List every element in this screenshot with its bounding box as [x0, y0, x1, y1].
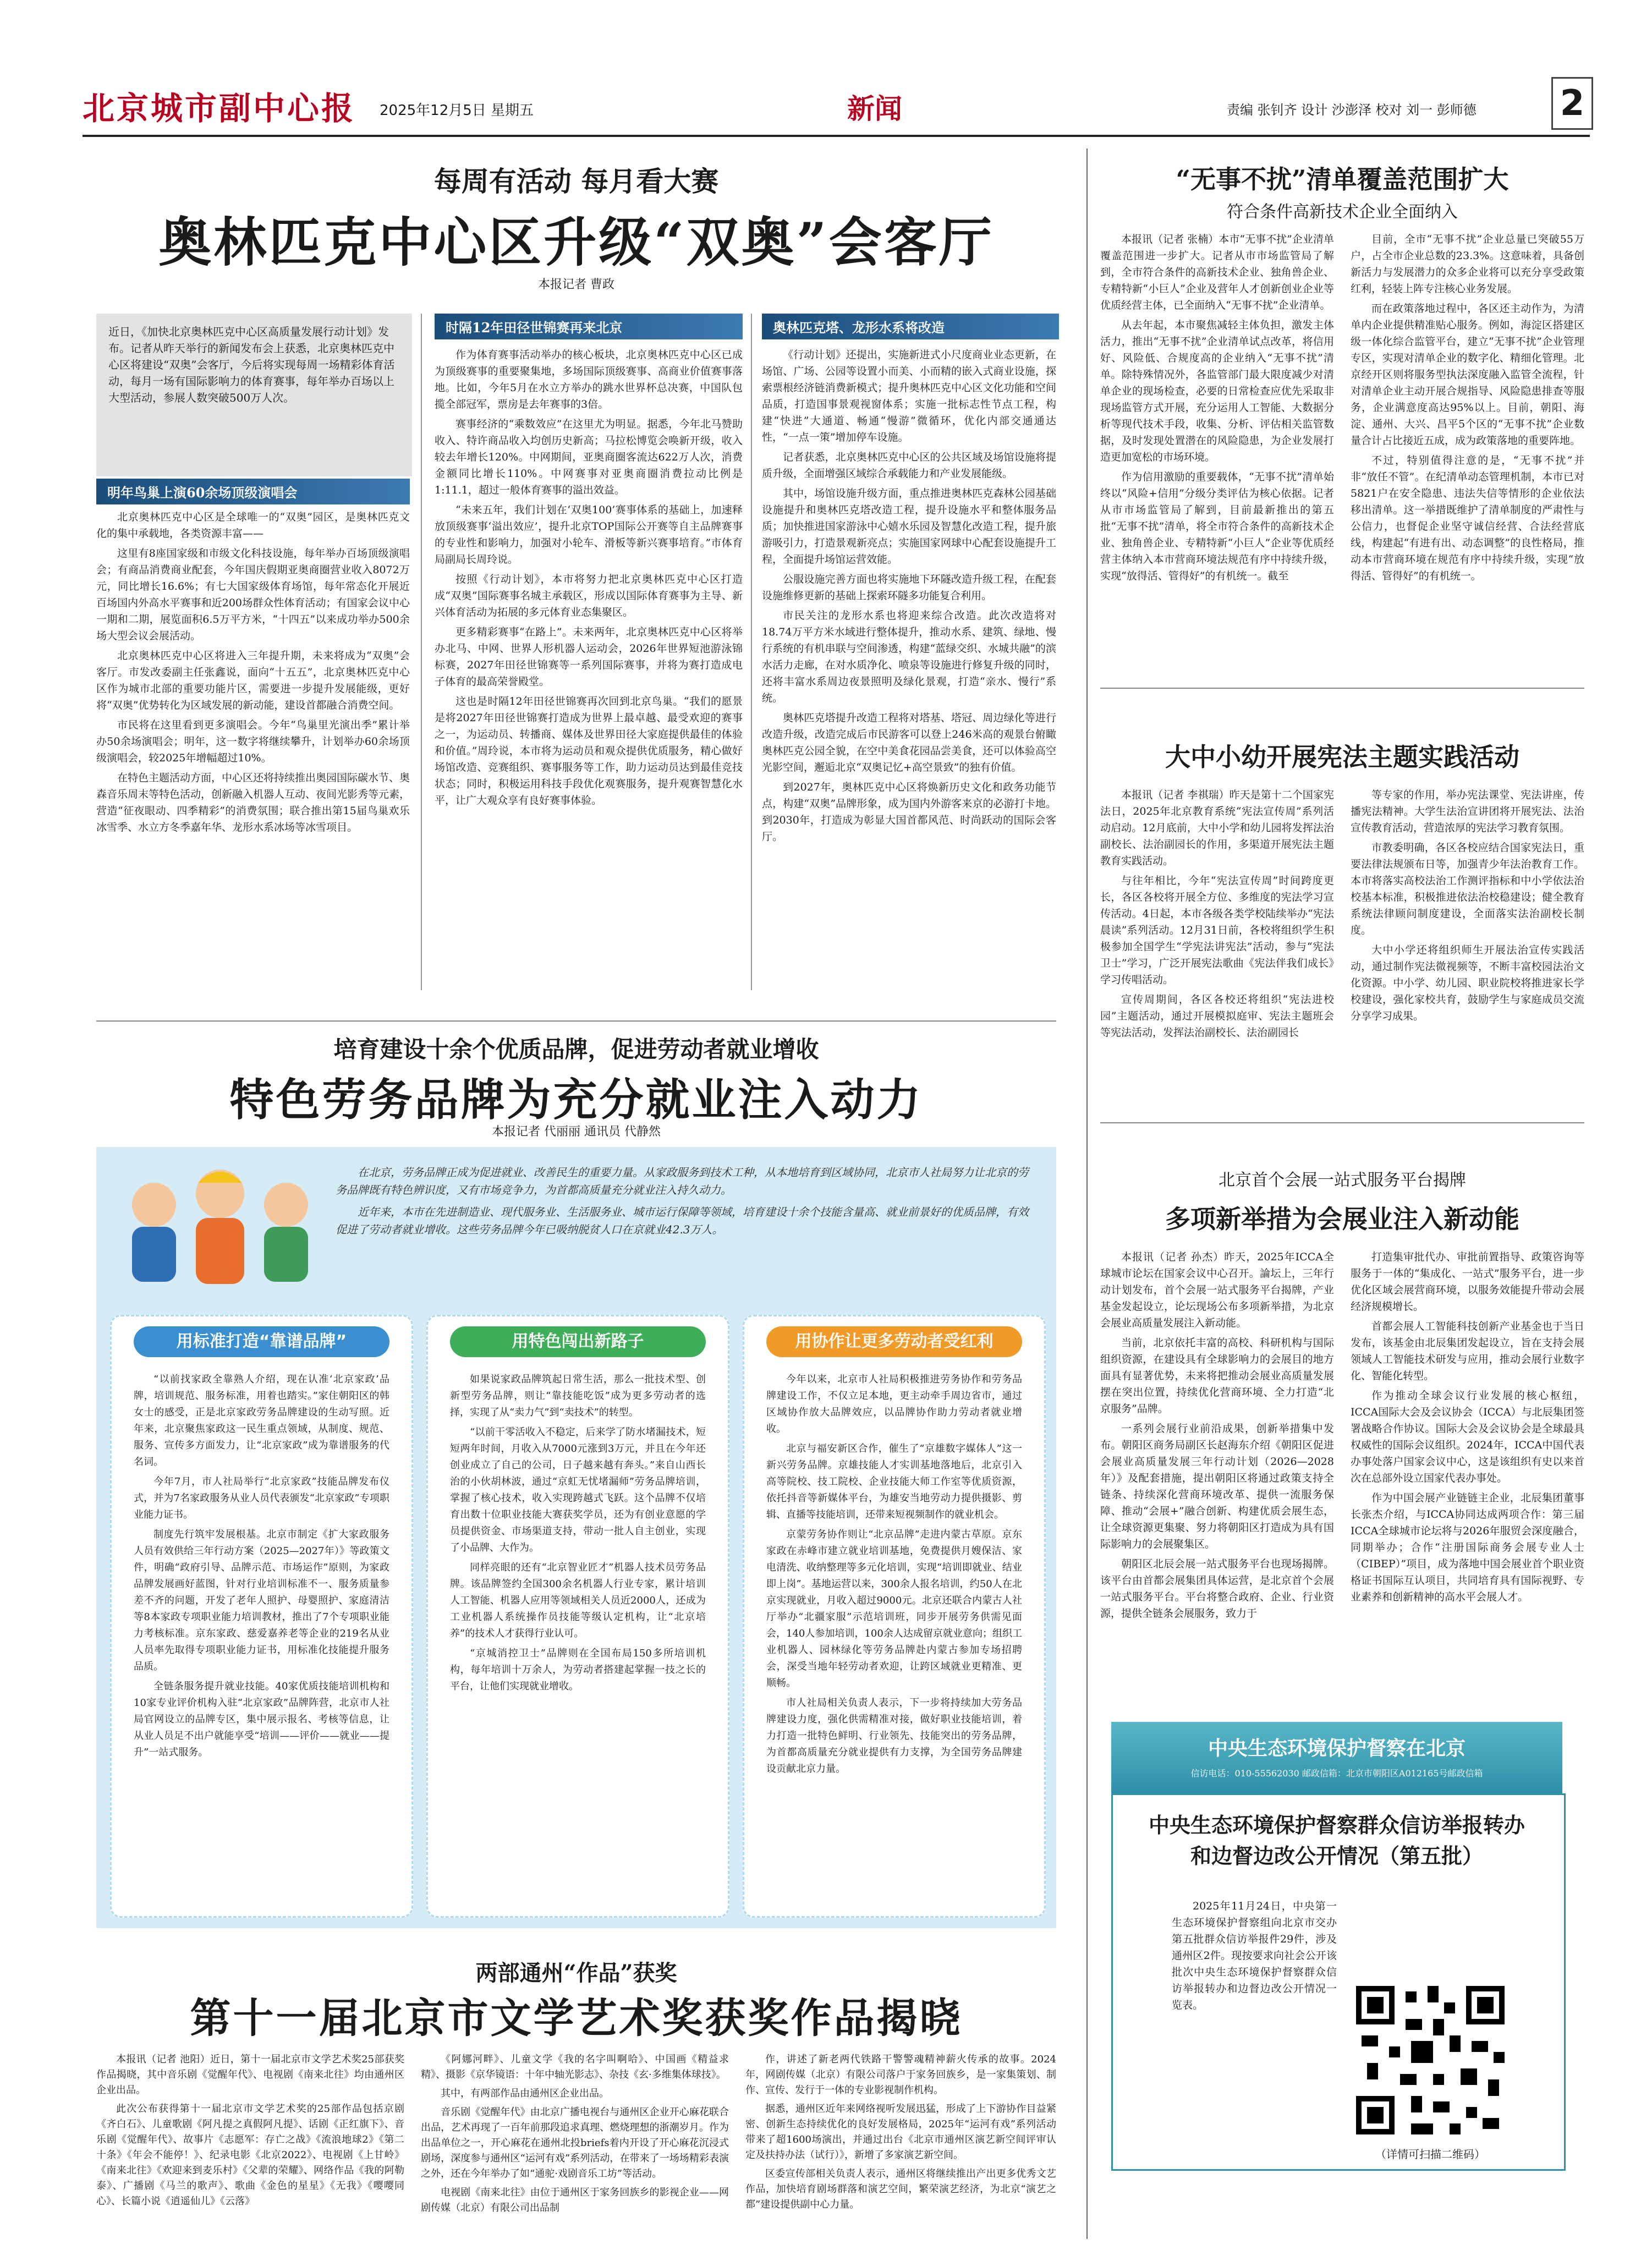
- para: 北京奥林匹克中心区是全球唯一的“双奥”园区，是奥林匹克文化的集中承载地，各类资源丰富——: [96, 511, 410, 540]
- para: 赛事经济的“乘数效应”在这里尤为明显。据悉，今年北马赞助收入、特许商品收入均创历史新高；马拉松博览会唤新开级，收入较去年增长120%。中网期间，亚奥商圈客流达622万人次，消费金额同比增长110%。中网赛事对亚奥商圈消费拉动比例是1:11.1，超过一般体育赛事的溢出效益。: [435, 418, 743, 496]
- para: 此次公布获得第十一届北京市文学艺术奖的25部作品包括京剧《齐白石》、儿童歌剧《阿凡提之真假阿凡提》、话剧《正红旗下》、音乐剧《觉醒年代》、故事片《志愿军：存亡之战》《流浪地球2》《第二十条》《年会不能停！》、纪录电影《北京2022》、电视剧《上甘岭》《南来北往》《欢迎来到麦乐村》《父辈的荣耀》、网络作品《我的阿勒泰》、广播剧《马兰的歌声》、歌曲《金色的星星》《无我》《嘤嘤同心》、长篇小说《逍遥仙儿》《云落》: [96, 2103, 404, 2207]
- wushi-subhead: 符合条件高新技术企业全面纳入: [1227, 202, 1458, 222]
- icca-col-2: [1351, 1249, 1584, 1689]
- top-story-lead: 近日，《加快北京奥林匹克中心区高质量发展行动计划》发布。记者从昨天举行的新闻发布会上获悉，北京奥林匹克中心区将建设“双奥”会客厅，今后将实现每周一场精彩体育活动，每月一场有国际影响力的体育赛事，每年举办百场以上大型活动，参展人数突破500万人次。: [96, 314, 412, 476]
- wushi-col-1: [1100, 231, 1334, 671]
- eco-inspection-banner: [1111, 1722, 1562, 1793]
- card-body: [450, 1371, 706, 1905]
- para: 今年7月，市人社局举行“北京家政”技能品牌发布仪式，并为7名家政服务从业人员代表颁发“北京家政”专项职业能力证书。: [134, 1476, 389, 1521]
- para: 作为体育赛事活动举办的核心板块，北京奥林匹克中心区已成为顶级赛事的重要聚集地，多场国际顶级赛事、高商业价值赛事落地。比如，今年5月在水立方举办的跳水世界杯总决赛，中国队包揽全部冠军，票房是去年赛事的3倍。: [435, 349, 743, 410]
- labor-intro-para-2: 近年来，本市在先进制造业、现代服务业、生活服务业、城市运行保障等领域，培育建设十余个技能含量高、就业前景好的优质品牌，有效促进了劳动者就业增收。这些劳务品牌今年已吸纳脱贫人口在京就业42.3万人。: [336, 1205, 1029, 1236]
- eco-notice-body: 2025年11月24日，中央第一生态环境保护督察组向北京市交办第五批群众信访举报件29件，涉及通州区2件。现按要求向社会公开该批次中央生态环境保护督察群众信访举报转办和边督边改公开情况一览表。: [1172, 1900, 1337, 2011]
- top-story-headline: 奥林匹克中心区升级“双奥”会客厅: [158, 211, 994, 273]
- literary-col-2: [421, 2052, 729, 2233]
- card-title: 用特色闯出新路子: [450, 1326, 706, 1357]
- labor-card-feature: [426, 1315, 729, 1918]
- icca-headline: 多项新举措为会展业注入新动能: [1165, 1204, 1519, 1234]
- para: 市教委明确，各区各校应结合国家宪法日，重要法律法规颁布日等，加强青少年法治教育工作。本市将落实高校法治工作测评指标和中小学依法治校基本标准，积极推进依法治校稳建设；健全教育系统法律顾问制度建设，全面落实法治副校长制度。: [1351, 842, 1584, 936]
- para: 当前，北京依托丰富的高校、科研机构与国际组织资源，在建设具有全球影响力的会展目的地方面具有显著优势，未来将把推动会展业高质量发展摆在突出位置，持续优化营商环境、全力打造“北京服务”品牌。: [1100, 1337, 1334, 1415]
- card-title: 用标准打造“靠谱品牌”: [134, 1326, 389, 1357]
- para: 市民关注的龙形水系也将迎来综合改造。此次改造将对18.74万平方米水域进行整体提升，推动水系、建筑、绿地、慢行系统的有机串联与空间渗透，构建“蓝绿交织、水城共融”的滨水活力走廊，在对水质净化、喷泉等设施进行修复升级的同时，还将丰富水系周边夜景照明及绿化景观，打造“亲水、慢行”系统。: [762, 610, 1056, 704]
- literary-col-3: [745, 2052, 1056, 2233]
- literary-col-1: [96, 2052, 404, 2233]
- para: 而在政策落地过程中，各区还主动作为，为清单内企业提供精准贴心服务。例如，海淀区搭建区级一体化综合监管平台，建立“无事不扰”企业管理专区，实现对清单企业的数字化、精细化管理。北京经开区则将服务型执法深度融入监管全流程，针对清单企业主动开展合规指导、风险隐患排查等服务，企业满意度高达95%以上。目前，朝阳、海淀、通州、大兴、昌平5个区的“无事不扰”企业数量合计占比接近五成，成为政策落地的重要阵地。: [1351, 303, 1584, 447]
- newspaper-masthead: 北京城市副中心报: [83, 90, 356, 127]
- para: 区委宣传部相关负责人表示，通州区将继续推出产出更多优秀文艺作品，加快培育剧场群落和演艺空间，繁荣演艺经济，为北京“演艺之都”建设提供副中心力量。: [745, 2168, 1056, 2210]
- para: 等专家的作用，举办宪法课堂、宪法讲座，传播宪法精神。大学生法治宣讲团将开展宪法、法治宣传教育活动，营造浓厚的宪法学习教育氛围。: [1351, 789, 1584, 834]
- para: 到2027年，奥林匹克中心区将焕新历史文化和政务功能节点，构建“双奥”品牌形象，成为国内外游客来京的必游打卡地。到2030年，打造成为彰显大国首都风范、时尚跃动的国际会客厅。: [762, 781, 1056, 843]
- section-rule: [1100, 688, 1584, 689]
- para: 这里有8座国家级和市级文化科技设施，每年举办百场顶级演唱会；有商品消费商业配套，今年国庆假期亚奥商圈营业收入8072万元，同比增长16.6%；有七大国家级体育场馆，每年常态化开展近百场国内外高水平赛事和近200场群众性体育活动；有国家会议中心一期和二期，展览面积6.5万平方米，“十四五”以来成功举办500余场大型会议会展活动。: [96, 547, 410, 642]
- para: 北京与福安新区合作，催生了“京雄数字媒体人”这一新兴劳务品牌。京雄技能人才实训基地落地后，北京引入高等院校、技工院校、企业技能大师工作室等优质资源，依托抖音等新媒体平台，为雄安当地劳动力提供摄影、剪辑、直播等技能培训，还带来短视频制作的就业机会。: [766, 1443, 1022, 1521]
- para: 这也是时隔12年田径世锦赛再次回到北京鸟巢。“我们的愿景是将2027年田径世锦赛打造成为世界上最卓越、最受欢迎的赛事之一，为运动员、转播商、媒体及世界田径大家庭提供最佳的体验和价值。”周玲说，本市将为运动员和观众提供优质服务，精心做好场馆改造、竞赛组织、赛事服务等工作，助力运动员达到最佳竞技状态；同时，积极运用科技手段优化观赛服务，提升观赛智慧化水平，让广大观众享有良好赛事体验。: [435, 695, 743, 806]
- page-number: 2: [1551, 77, 1593, 130]
- icca-kicker: 北京首个会展一站式服务平台揭牌: [1219, 1171, 1466, 1190]
- eco-banner-title: 中央生态环境保护督察在北京: [1208, 1737, 1466, 1760]
- top-story-col-2: [435, 347, 743, 985]
- para: 在特色主题活动方面，中心区还将持续推出奥园国际碳水节、奥森音乐周末等特色活动，创新融入机器人互动、夜间光影秀等元素，营造“征夜眼动、四季精彩”的消费氛围；联合推出第15届鸟巢欢乐冰雪季、水立方冬季嘉年华、龙形水系冰场等冰雪项目。: [96, 772, 410, 833]
- para: 与往年相比，今年“宪法宣传周”时间跨度更长，各区各校将开展全方位、多维度的宪法学习宣传活动。4日起，本市各级各类学校陆续举办“宪法晨读”系列活动。12月31日前，各校将组织学生积极参加全国学生“学宪法讲宪法”活动，参与“宪法卫士”学习，广泛开展宪法歌曲《宪法伴我们成长》学习传唱活动。: [1100, 875, 1334, 986]
- labor-byline: 本报记者 代丽丽 通讯员 代静然: [492, 1125, 661, 1139]
- icca-col-1: [1100, 1249, 1334, 1689]
- section-title: 新闻: [847, 92, 902, 125]
- para: 北京奥林匹克中心区将进入三年提升期，未来将成为“双奥”会客厅。市发改委副主任张鑫说，面向“十五五”，北京奥林匹克中心区作为城市北部的重要功能片区，需要进一步提升发展能级，更好将“双奥”优势转化为区域发展的新动能，建设首都融合消费空间。: [96, 650, 410, 711]
- para: 本报讯（记者 张楠）本市“无事不扰”企业清单覆盖范围进一步扩大。记者从市市场监管局了解到，全市符合条件的高新技术企业、独角兽企业、专精特新“小巨人”企业及营年人才创新创业企业等优质经营主体，已全面纳入“无事不扰”企业清单。: [1100, 233, 1334, 311]
- card-body: [134, 1371, 389, 1905]
- para: “以前干零活收入不稳定，后来学了防水堵漏技术，短短两年时间，月收入从7000元涨到3万元，并且在今年还创业成立了自己的公司，日子越来越有奔头。”来自山西长治的小伙胡林波，通过“京虹无忧堵漏师”劳务品牌培训，掌握了核心技术，收入实现跨越式飞跃。这个品牌不仅培育出数十位职业技能大赛获奖学员，还为有创业意愿的学员提供资金、市场渠道支持，带动一批人自主创业，实现了小品牌、大作为。: [450, 1426, 706, 1554]
- para: 作为中国会展产业链链主企业，北辰集团董事长张杰介绍，与ICCA协同达成两项合作：第三届ICCA全球城市论坛将与2026年服贸会深度融合，同期举办；合作“注册国际商务会展专业人士（CIBEP）”项目，成为落地中国会展业首个职业资格证书国际互认项目，共同培育具有国际视野、专业素养和创新精神的高水平会展人才。: [1351, 1492, 1584, 1603]
- para: 从去年起，本市聚焦减轻主体负担，激发主体活力，推出“无事不扰”企业清单试点改革，将信用好、风险低、合规度高的企业纳入“无事不扰”清单。除特殊情况外，各监管部门最大限度减少对清单企业的现场检查，必要的日常检查应优先采取非现场监管方式开展，充分运用人工智能、大数据分析等现代技术手段，收集、分析、评估相关监管数据，及时发现处置潜在的风险隐患，为企业发展打造更加宽松的市场环境。: [1100, 319, 1334, 463]
- wushi-headline: “无事不扰”清单覆盖范围扩大: [1176, 164, 1509, 194]
- labor-headline: 特色劳务品牌为充分就业注入动力: [229, 1074, 923, 1126]
- top-story-byline: 本报记者 曹政: [538, 278, 614, 292]
- para: 《行动计划》还提出，实施新进式小尺度商业业态更新，在场馆、广场、公园等设置小而美、小而精的嵌入式商业设施，探索票根经济链消费新模式；提升奥林匹克中心区文化功能和空间品质，打造国事景观视窗体系；实施一批标志性节点工程，构建“快进”大通道、畅通“慢游”微循环，优化内部交通通达性，“一点一策”增加停车设施。: [762, 349, 1056, 443]
- literary-kicker: 两部通州“作品”获奖: [475, 1960, 677, 1986]
- qr-caption: （详情可扫描二维码）: [1375, 2148, 1485, 2161]
- para: 按照《行动计划》，本市将努力把北京奥林匹克中心区打造成“双奥”国际赛事名城主承载区，形成以国际体育赛事为主导、新兴体育活动为拓展的多元体育业态集聚区。: [435, 573, 743, 618]
- masthead-rule: [83, 135, 1590, 137]
- para: 大中小学还将组织师生开展法治宣传实践活动，通过制作宪法微视频等，不断丰富校园法治文化资源。中小学、幼儿园、职业院校将推进家长学校建设，强化家校共育，鼓励学生与家庭成员交流分享学习成果。: [1351, 944, 1584, 1022]
- para: “未来五年，我们计划在‘双奥100’赛事体系的基础上，加速释放顶级赛事‘溢出效应’，提升北京TOP国际公开赛等自主品牌赛事的专业性和影响力，加强对小轮车、滑板等新兴赛事培育。”市体育局副局长周玲说。: [435, 504, 743, 566]
- para: 京蒙劳务协作则让“北京品牌”走进内蒙古草原。京东家政在赤峰市建立就业培训基地，免费提供月嫂保洁、家电清洗、收纳整理等多元化培训，实现“培训即就业、结业即上岗”。基地运营以来，300余人报名培训，约50人在北京实现就业，月收入超过9000元。北京还联合内蒙古人社厅举办“北疆家服”示范培训班，同步开展劳务供需见面会，140人参加培训，100余人达成留京就业意向；组织工业机器人、园林绿化等劳务品牌赴内蒙古参加专场招聘会，深受当地年轻劳动者欢迎，让跨区域就业更精准、更顺畅。: [766, 1529, 1022, 1689]
- para: 目前，全市“无事不扰”企业总量已突破55万户，占全市企业总数的23.3%。这意味着，具备创新活力与发展潜力的众多企业将可以充分享受政策红利，轻装上阵专注核心业务发展。: [1351, 233, 1584, 295]
- qr-code-icon: [1351, 1980, 1510, 2140]
- para: 朝阳区北辰会展一站式服务平台也现场揭牌。该平台由首都会展集团具体运营，是北京首个会展一站式服务平台。平台将整合政府、企业、行业资源，提供全链条会展服务，致力于: [1100, 1558, 1334, 1620]
- literary-headline: 第十一届北京市文学艺术奖获奖作品揭晓: [190, 1995, 963, 2042]
- xianfa-col-2: [1351, 787, 1584, 1106]
- para: 更多精彩赛事“在路上”。未来两年，北京奥林匹克中心区将举办北马、中网、世界人形机器人运动会，2026年世界短池游泳锦标赛，2027年田径世锦赛等一系列国际赛事，并将为赛打造成电子体育的最高荣誉殿堂。: [435, 626, 743, 688]
- para: 音乐剧《觉醒年代》由北京广播电视台与通州区企业开心麻花联合出品，艺术再现了一百年前那段追求真理、燃烧理想的浙潮岁月。作为出品单位之一，开心麻花在通州北投briefs着内开设了开心麻花沉浸式剧场，深度参与通州区“运河有戏”系列活动，在带来了一场场精彩表演之外，还在今年举办了如“通驼·戏剧音乐工坊”等活动。: [421, 2106, 729, 2180]
- para: 其中，场馆设施升级方面，重点推进奥林匹克森林公园基础设施提升和奥林匹克塔改造工程，提升设施水平和整体服务品质；加快推进国家游泳中心嬉水乐园及智慧化改造工程，提升旅游吸引力，打造景观新亮点；实施国家网球中心配套设施提升工程，全面提升场馆运营效能。: [762, 487, 1056, 566]
- para: “以前找家政全靠熟人介绍，现在认准‘北京家政’品牌，培训规范、服务标准，用着也踏实。”家住朝阳区的韩女士的感受，正是北京家政劳务品牌建设的生动写照。近年来，北京聚焦家政这一民生重点领域，从制度、规范、服务、宣传多方面发力，让“北京家政”成为靠谱服务的代名词。: [134, 1374, 389, 1468]
- issue-date: 2025年12月5日 星期五: [380, 102, 534, 119]
- para: 打造集审批代办、审批前置指导、政策咨询等服务于一体的“集成化、一站式”服务平台，进一步优化区域会展营商环境，以服务效能提升带动会展经济规模增长。: [1351, 1251, 1584, 1313]
- para: 制度先行筑牢发展根基。北京市制定《扩大家政服务人员有效供给三年行动方案（2025—2027年）》等政策文件，明确“政府引导、品牌示范、市场运作”原则，为家政品牌发展画好蓝图，针对行业培训标准不一、服务质量参差不齐的问题，开发了老年人照护、母婴照护、家庭清洁等8本家政专项职业能力培训教材，推出了7个专项职业能力考核标准。京东家政、慈爱嘉养老等企业的219名从业人员率先取得专项职业能力证书，用标准化技能提升服务品质。: [134, 1529, 389, 1672]
- workers-illustration: [116, 1161, 325, 1287]
- editor-credits: 责编 张钊齐 设计 沙澎泽 校对 刘一 彭师德: [1227, 102, 1477, 118]
- top-story-subhead-2: 时隔12年田径世锦赛再来北京: [435, 314, 743, 339]
- wushi-col-2: [1351, 231, 1584, 671]
- eco-notice-headline: 中央生态环境保护督察群众信访举报转办和边督边改公开情况（第五批）: [1148, 1813, 1525, 1868]
- xianfa-headline: 大中小幼开展宪法主题实践活动: [1165, 742, 1519, 772]
- labor-card-standard: [110, 1315, 413, 1918]
- eco-banner-contact: 信访电话：010-55562030 邮政信箱：北京市朝阳区A012165号邮政信箱: [1190, 1768, 1483, 1779]
- para: 作为推动全球会议行业发展的核心枢纽，ICCA国际大会及会议协会（ICCA）与北辰集团签署战略合作协议。国际大会及会议协会是全球最具权威性的国际会议组织。2024年，ICCA中国代表办事处落户国家会议中心，这是该组织有史以来首次在总部外设立国家代表办事处。: [1351, 1390, 1584, 1484]
- para: 宣传周期间，各区各校还将组织“宪法进校园”主题活动，通过开展模拟庭审、宪法主题班会等宪法活动，发挥法治副校长、法治副园长: [1100, 994, 1334, 1039]
- card-title: 用协作让更多劳动者受红利: [766, 1326, 1022, 1357]
- para: “京城消控卫士”品牌则在全国布局150多所培训机构，每年培训十万余人，为劳动者搭建起掌握一技之长的平台，让他们实现就业增收。: [450, 1648, 706, 1692]
- para: 首都会展人工智能科技创新产业基金也于当日发布，该基金由北辰集团发起设立，旨在支持会展领域人工智能技术研发与应用，推动会展行业数字化、智能化转型。: [1351, 1320, 1584, 1382]
- para: 奥林匹克塔提升改造工程将对塔基、塔冠、周边绿化等进行改造升级，改造完成后市民游客可以登上246米高的观景台俯瞰奥林匹克公园全貌，在空中美食花园品尝美食，还可以体验高空光影空间，邂逅北京“双奥记忆+高空景致”的独有价值。: [762, 712, 1056, 773]
- top-story-subhead-3: 奥林匹克塔、龙形水系将改造: [762, 314, 1059, 339]
- labor-intro: [336, 1164, 1034, 1238]
- para: 市人社局相关负责人表示，下一步将持续加大劳务品牌建设力度，强化供需精准对接，做好职业技能培训，着力打造一批特色鲜明、行业领先、技能突出的劳务品牌，为首都高质量充分就业提供有力支撑，为全国劳务品牌建设贡献北京力量。: [766, 1697, 1022, 1775]
- para: 作，讲述了新老两代铁路干警警魂精神薪火传承的故事。2024年，网剧传媒（北京）有限公司落户于家务回族乡，是一家集策划、制作、宣传、发行于一体的专业影视制作机构。: [745, 2054, 1056, 2096]
- para: 不过，特别值得注意的是，“无事不扰”并非“放任不管”。在纪清单动态管理机制，本市已对5821户在安全隐患、违法失信等情形的企业依法移出清单。这一举措既维护了清单制度的严肃性与公信力，也督促企业坚守诚信经营、合法经营底线，构建起“有进有出、动态调整”的良性格局，推动本市营商环境在规范有序中持续升级，实现“放得活、管得好”的有机统一。: [1351, 454, 1584, 582]
- para: 一系列会展行业前沿成果，创新举措集中发布。朝阳区商务局副区长赵海东介绍《朝阳区促进会展业高质量发展三年行动计划（2026—2028年）》及配套措施，提出朝阳区将通过政策支持全链条、持续深化营商环境改革、提供一流服务保障、推动“会展+”融合创新、构建优质会展生态，让全球资源更集聚、努力将朝阳区打造成为具有国际影响力的会展聚集区。: [1100, 1423, 1334, 1550]
- xianfa-col-1: [1100, 787, 1334, 1106]
- para: 全链条服务提升就业技能。40家优质技能培训机构和10家专业评价机构入驻“北京家政”品牌阵营，北京市人社局官网设立的品牌专区，集中展示报名、考核等信息，让从业人员足不出户就能享受“培训——评价——就业——提升”一站式服务。: [134, 1681, 389, 1758]
- labor-kicker: 培育建设十余个优质品牌，促进劳动者就业增收: [333, 1036, 819, 1063]
- para: 本报讯（记者 李祺瑞）昨天是第十二个国家宪法日，2025年北京教育系统“宪法宣传周”系列活动启动。12月底前，大中小学和幼儿园将发挥法治副校长、法治副园长的作用，多渠道开展宪法主题教育实践活动。: [1100, 789, 1334, 867]
- para: 记者获悉，北京奥林匹克中心区的公共区域及场馆设施将提质升级，全面增强区域综合承载能力和产业发展能级。: [762, 451, 1056, 480]
- para: 电视剧《南来北往》由位于通州区于家务回族乡的影视企业——网剧传媒（北京）有限公司出品制: [421, 2187, 729, 2214]
- section-rule: [96, 1020, 1056, 1022]
- column-divider: [421, 314, 422, 990]
- para: 其中，有两部作品由通州区企业出品。: [441, 2088, 609, 2099]
- top-story-subhead-1: 明年鸟巢上演60余场顶级演唱会: [96, 479, 410, 504]
- top-story-kicker: 每周有活动 每月看大赛: [433, 165, 719, 197]
- section-rule: [1100, 1122, 1584, 1123]
- labor-intro-para-1: 在北京，劳务品牌正成为促进就业、改善民生的重要力量。从家政服务到技术工种，从本地培育到区域协同，北京市人社局努力让北京的劳务品牌既有特色辨识度，又有市场竞争力，为首都高质量充分就业注入持久动力。: [336, 1166, 1029, 1197]
- para: 《阿娜河畔》、儿童文学《我的名字叫啊哈》、中国画《精益求精》、摄影《京华镜语：十年中轴光影志》、杂技《玄·多维集体球技》。: [421, 2054, 729, 2081]
- para: 如果说家政品牌筑起日常生活，那么一批技术型、创新型劳务品牌，则让“靠技能吃饭”成为更多劳动者的选择，实现了从“卖力气”到“卖技术”的转型。: [450, 1374, 706, 1418]
- para: 市民将在这里看到更多演唱会。今年“鸟巢里光演出季”累计举办50余场演唱会；明年，这一数字将继续攀升，计划举办60余场顶级演唱会，较2025年增幅超过10%。: [96, 719, 410, 764]
- column-divider: [751, 314, 752, 990]
- top-story-col-1: [96, 509, 410, 1059]
- para: 今年以来，北京市人社局积极推进劳务协作和劳务品牌建设工作，不仅立足本地，更主动牵手周边省市，通过区域协作放大品牌效应，以品牌协作助力劳动者就业增收。: [766, 1374, 1022, 1435]
- labor-card-cooperation: [743, 1315, 1046, 1918]
- card-body: [766, 1371, 1022, 1905]
- page-divider: [1086, 149, 1088, 2239]
- para: 同样亮眼的还有“北京智业匠才”机器人技术员劳务品牌。该品牌签约全国300余名机器人行业专家，累计培训人工智能、机器人应用等领域相关人员近2000人，还成为工业机器人系统操作员技能等级认定机构，让“北京培养”的技术人才获得行业认可。: [450, 1562, 706, 1639]
- para: 作为信用激励的重要载体，“无事不扰”清单始终以“风险+信用”分级分类评估为核心依据。记者从市市场监管局了解到，目前最新推出的第五批“无事不扰”清单，将全市符合条件的高新技术企业、独角兽企业、专精特新“小巨人”企业等优质经营主体纳入本市营商环境法规范有序中持续升级，实现“放得活、管得好”的有机统一。截至: [1100, 471, 1334, 582]
- para: 据悉，通州区近年来网络视听发展迅猛，形成了上下游协作目益紧密、创新生态持续优化的良好发展格局，2025年“运河有戏”系列活动带来了超1600场演出，并通过出台《北京市通州区演艺新空间评审认定及扶持办法（试行）》，新增了多家演艺新空间。: [745, 2103, 1056, 2161]
- para: 本报讯（记者 孙杰）昨天，2025年ICCA全球城市论坛在国家会议中心召开。論坛上，三年行动计划发布，首个会展一站式服务平台揭牌，产业基金发起设立，论坛现场公布多项新举措，为北京会展业高质量发展注入新动能。: [1100, 1251, 1334, 1329]
- para: 本报讯（记者 池阳）近日，第十一届北京市文学艺术奖25部获奖作品揭晓，其中音乐剧《觉醒年代》、电视剧《南来北往》均由通州区企业出品。: [96, 2054, 404, 2096]
- para: 公服设施完善方面也将实施地下环隧改造升级工程，在配套设施维修更新的基础上探索环隧多功能复合利用。: [762, 573, 1056, 602]
- top-story-col-3: [762, 347, 1056, 985]
